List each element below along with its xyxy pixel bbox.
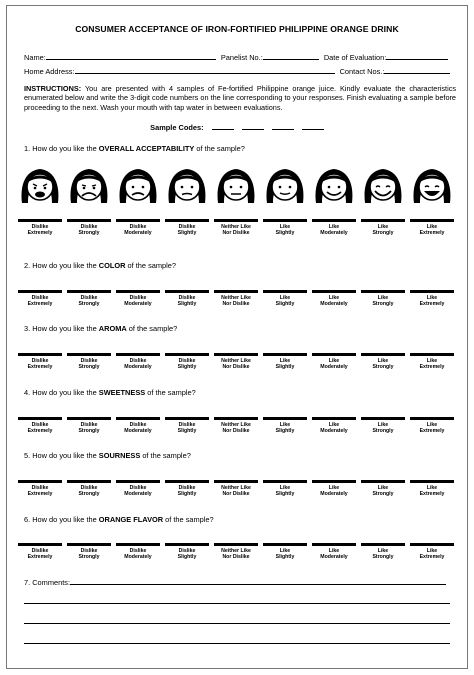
hedonic-faces (18, 163, 454, 207)
response-line[interactable] (361, 353, 405, 356)
scale-option[interactable] (312, 543, 356, 561)
scale-option[interactable] (410, 417, 454, 435)
scale-option-label: Like Extremely (419, 358, 445, 371)
response-line[interactable] (165, 290, 209, 293)
response-line[interactable] (18, 353, 62, 356)
response-line[interactable] (165, 353, 209, 356)
scale-option[interactable] (263, 290, 307, 308)
response-line[interactable] (312, 543, 356, 546)
scale-option-label: Like Moderately (320, 485, 348, 498)
scale-option[interactable] (312, 219, 356, 237)
sample-codes (0, 122, 474, 132)
scale-option-label: Dislike Slightly (177, 224, 197, 237)
scale-option[interactable] (312, 480, 356, 498)
question-5-prefix: 5. How do you like the (24, 451, 99, 460)
scale-option[interactable] (116, 417, 160, 435)
response-line[interactable] (410, 219, 454, 222)
scale-option-label: Dislike Strongly (78, 548, 100, 561)
name-field[interactable] (46, 52, 216, 60)
response-line[interactable] (263, 219, 307, 222)
scale-option[interactable] (165, 353, 209, 371)
question-2-attribute: COLOR (98, 261, 126, 270)
scale-option[interactable] (312, 353, 356, 371)
scale-option[interactable] (67, 543, 111, 561)
question-4 (24, 388, 196, 397)
scale-option-label: Dislike Strongly (78, 295, 100, 308)
question-3-prefix: 3. How do you like the (24, 324, 99, 333)
scale-option[interactable] (67, 290, 111, 308)
frowning-face-strong-icon (67, 163, 111, 207)
response-line[interactable] (67, 543, 111, 546)
scale-option-label: Like Slightly (275, 224, 295, 237)
scale-option[interactable] (361, 417, 405, 435)
scale-option-label: Like Strongly (372, 224, 394, 237)
scale-option[interactable] (410, 543, 454, 561)
response-line[interactable] (116, 353, 160, 356)
grinning-face-extreme-icon (410, 163, 454, 207)
scale-option-label: Dislike Extremely (27, 295, 53, 308)
frowning-face-moderate-icon (116, 163, 160, 207)
scale-option-label: Dislike Moderately (124, 295, 152, 308)
respondent-row-2 (24, 66, 450, 76)
comments-line-1[interactable] (70, 577, 446, 585)
scale-option-label: Dislike Extremely (27, 224, 53, 237)
instructions-label: INSTRUCTIONS: (24, 84, 82, 93)
scale-option-label: Dislike Strongly (78, 485, 100, 498)
panelist-label: Panelist No.: (220, 53, 263, 62)
scale-option-label: Like Moderately (320, 422, 348, 435)
scale-option[interactable] (18, 417, 62, 435)
scale-option-label: Dislike Moderately (124, 422, 152, 435)
question-6-attribute: ORANGE FLAVOR (98, 515, 164, 524)
panelist-field[interactable] (263, 52, 319, 60)
scale-option-label: Like Strongly (372, 422, 394, 435)
scale-option-label: Like Moderately (320, 295, 348, 308)
scale-option-label: Like Strongly (372, 485, 394, 498)
scale-option-label: Dislike Extremely (27, 358, 53, 371)
scale-option-label: Like Extremely (419, 224, 445, 237)
response-line[interactable] (361, 480, 405, 483)
scale-option-label: Dislike Extremely (27, 485, 53, 498)
rating-scale-6 (18, 543, 454, 569)
rating-scale-2 (18, 290, 454, 316)
response-line[interactable] (263, 417, 307, 420)
scale-option[interactable] (263, 480, 307, 498)
scale-option-label: Neither Like Nor Dislike (221, 548, 251, 561)
scale-option-label: Dislike Slightly (177, 358, 197, 371)
question-2 (24, 261, 176, 270)
scale-option[interactable] (263, 353, 307, 371)
response-line[interactable] (67, 353, 111, 356)
response-line[interactable] (18, 543, 62, 546)
respondent-row-1 (24, 52, 448, 62)
date-field[interactable] (386, 52, 448, 60)
response-line[interactable] (67, 480, 111, 483)
scale-option[interactable] (116, 353, 160, 371)
date-label: Date of Evaluation: (323, 53, 387, 62)
question-1-suffix: of the sample? (194, 144, 245, 153)
scale-option[interactable] (263, 417, 307, 435)
response-line[interactable] (263, 353, 307, 356)
response-line[interactable] (214, 353, 258, 356)
response-line[interactable] (214, 290, 258, 293)
scale-option[interactable] (18, 480, 62, 498)
scale-option-label: Like Extremely (419, 485, 445, 498)
scale-option-label: Like Moderately (320, 224, 348, 237)
scale-option[interactable] (18, 219, 62, 237)
scale-option[interactable] (18, 353, 62, 371)
scale-option-label: Like Strongly (372, 295, 394, 308)
response-line[interactable] (116, 543, 160, 546)
response-line[interactable] (410, 353, 454, 356)
rating-scale-4 (18, 417, 454, 443)
question-3-suffix: of the sample? (126, 324, 178, 333)
scale-option-label: Dislike Moderately (124, 224, 152, 237)
scale-option-label: Dislike Strongly (78, 358, 100, 371)
question-4-suffix: of the sample? (145, 388, 196, 397)
response-line[interactable] (214, 543, 258, 546)
response-line[interactable] (18, 219, 62, 222)
response-line[interactable] (18, 417, 62, 420)
response-line[interactable] (361, 219, 405, 222)
response-line[interactable] (214, 417, 258, 420)
response-line[interactable] (18, 290, 62, 293)
scale-option[interactable] (214, 480, 258, 498)
sample-code-blank-3[interactable] (272, 122, 294, 130)
scale-option-label: Like Slightly (275, 358, 295, 371)
response-line[interactable] (263, 480, 307, 483)
scale-option-label: Like Extremely (419, 295, 445, 308)
scale-option-label: Like Extremely (419, 548, 445, 561)
scale-option[interactable] (361, 219, 405, 237)
response-line[interactable] (312, 219, 356, 222)
scale-option[interactable] (312, 417, 356, 435)
sample-code-blank-1[interactable] (212, 122, 234, 130)
rating-scale-1 (18, 219, 454, 245)
form-title: CONSUMER ACCEPTANCE OF IRON-FORTIFIED PHILIPPINE ORANGE DRINK (75, 24, 399, 34)
response-line[interactable] (67, 219, 111, 222)
sample-codes-label: Sample Codes: (150, 123, 204, 132)
response-line[interactable] (410, 417, 454, 420)
smiling-face-strong-icon (361, 163, 405, 207)
question-6 (24, 515, 214, 524)
smiling-face-moderate-icon (312, 163, 356, 207)
address-field[interactable] (75, 66, 335, 74)
response-line[interactable] (18, 480, 62, 483)
response-line[interactable] (263, 290, 307, 293)
response-line[interactable] (214, 480, 258, 483)
instructions (24, 84, 456, 112)
name-label: Name: (24, 53, 46, 62)
scale-option-label: Dislike Strongly (78, 422, 100, 435)
response-line[interactable] (312, 417, 356, 420)
response-line[interactable] (214, 219, 258, 222)
scale-option[interactable] (214, 353, 258, 371)
comments-label: 7. Comments: (24, 578, 71, 587)
question-5-attribute: SOURNESS (98, 451, 141, 460)
address-label: Home Address: (24, 67, 75, 76)
response-line[interactable] (312, 480, 356, 483)
scale-option-label: Like Slightly (275, 485, 295, 498)
scale-option[interactable] (214, 290, 258, 308)
scale-option[interactable] (165, 480, 209, 498)
scale-option-label: Dislike Moderately (124, 485, 152, 498)
instructions-text: You are presented with 4 samples of Fe-fortified Philippine orange juice. Kindly evaluate the characteristics enumerated below and write the 3-digit code numbers on the line corresponding to your responses. Finish evaluating a sample before proceeding to the next. Wash your mouth with tap water in between evaluations. (24, 84, 456, 112)
question-2-prefix: 2. How do you like the (24, 261, 99, 270)
response-line[interactable] (116, 290, 160, 293)
smiling-face-slight-icon (263, 163, 307, 207)
scale-option-label: Neither Like Nor Dislike (221, 485, 251, 498)
scale-option[interactable] (410, 480, 454, 498)
scale-option-label: Dislike Slightly (177, 485, 197, 498)
scale-option[interactable] (165, 290, 209, 308)
scale-option[interactable] (67, 480, 111, 498)
scale-option-label: Neither Like Nor Dislike (221, 358, 251, 371)
scale-option-label: Neither Like Nor Dislike (221, 422, 251, 435)
response-line[interactable] (410, 290, 454, 293)
comments-row (24, 577, 446, 587)
scale-option[interactable] (165, 543, 209, 561)
response-line[interactable] (312, 290, 356, 293)
scale-option[interactable] (116, 290, 160, 308)
response-line[interactable] (165, 219, 209, 222)
scale-option[interactable] (116, 543, 160, 561)
scale-option[interactable] (263, 543, 307, 561)
response-line[interactable] (165, 417, 209, 420)
response-line[interactable] (67, 290, 111, 293)
response-line[interactable] (361, 290, 405, 293)
scale-option-label: Like Extremely (419, 422, 445, 435)
scale-option-label: Dislike Strongly (78, 224, 100, 237)
response-line[interactable] (116, 480, 160, 483)
scale-option[interactable] (410, 353, 454, 371)
scale-option-label: Like Moderately (320, 358, 348, 371)
response-line[interactable] (361, 543, 405, 546)
scale-option-label: Neither Like Nor Dislike (221, 295, 251, 308)
scale-option-label: Dislike Slightly (177, 548, 197, 561)
question-3 (24, 324, 177, 333)
question-4-prefix: 4. How do you like the (24, 388, 99, 397)
scale-option-label: Like Slightly (275, 548, 295, 561)
scale-option-label: Dislike Slightly (177, 295, 197, 308)
comments-line-4[interactable] (24, 643, 450, 644)
sample-code-blank-2[interactable] (242, 122, 264, 130)
scale-option[interactable] (361, 290, 405, 308)
comments-line-2[interactable] (24, 603, 450, 604)
scale-option[interactable] (361, 543, 405, 561)
scale-option[interactable] (361, 480, 405, 498)
scale-option[interactable] (214, 417, 258, 435)
response-line[interactable] (263, 543, 307, 546)
scale-option-label: Like Slightly (275, 422, 295, 435)
question-1-attribute: OVERALL ACCEPTABILITY (98, 144, 195, 153)
frowning-face-slight-icon (165, 163, 209, 207)
scale-option[interactable] (165, 219, 209, 237)
frowning-face-extreme-icon (18, 163, 62, 207)
response-line[interactable] (410, 543, 454, 546)
scale-option[interactable] (410, 219, 454, 237)
scale-option[interactable] (165, 417, 209, 435)
scale-option[interactable] (67, 417, 111, 435)
scale-option[interactable] (116, 219, 160, 237)
scale-option-label: Neither Like Nor Dislike (221, 224, 251, 237)
scale-option[interactable] (214, 543, 258, 561)
scale-option-label: Dislike Moderately (124, 358, 152, 371)
response-line[interactable] (116, 219, 160, 222)
scale-option-label: Dislike Slightly (177, 422, 197, 435)
response-line[interactable] (165, 543, 209, 546)
response-line[interactable] (312, 353, 356, 356)
scale-option[interactable] (67, 219, 111, 237)
comments-line-3[interactable] (24, 623, 450, 624)
scale-option-label: Like Strongly (372, 548, 394, 561)
neutral-face-icon (214, 163, 258, 207)
scale-option-label: Like Moderately (320, 548, 348, 561)
response-line[interactable] (67, 417, 111, 420)
scale-option-label: Dislike Extremely (27, 422, 53, 435)
rating-scale-3 (18, 353, 454, 379)
response-line[interactable] (116, 417, 160, 420)
response-line[interactable] (165, 480, 209, 483)
response-line[interactable] (410, 480, 454, 483)
sample-code-blank-4[interactable] (302, 122, 324, 130)
question-2-suffix: of the sample? (125, 261, 177, 270)
scale-option[interactable] (214, 219, 258, 237)
scale-option[interactable] (410, 290, 454, 308)
scale-option[interactable] (312, 290, 356, 308)
question-1 (24, 144, 245, 153)
contact-field[interactable] (384, 66, 450, 74)
scale-option[interactable] (18, 543, 62, 561)
scale-option-label: Like Slightly (275, 295, 295, 308)
question-6-prefix: 6. How do you like the (24, 515, 99, 524)
question-6-suffix: of the sample? (163, 515, 214, 524)
rating-scale-5 (18, 480, 454, 506)
contact-label: Contact Nos.: (339, 67, 385, 76)
question-1-prefix: 1. How do you like the (24, 144, 99, 153)
scale-option[interactable] (18, 290, 62, 308)
response-line[interactable] (361, 417, 405, 420)
question-3-attribute: AROMA (98, 324, 127, 333)
scale-option-label: Dislike Extremely (27, 548, 53, 561)
scale-option[interactable] (67, 353, 111, 371)
scale-option[interactable] (263, 219, 307, 237)
scale-option[interactable] (116, 480, 160, 498)
scale-option[interactable] (361, 353, 405, 371)
question-5-suffix: of the sample? (140, 451, 191, 460)
scale-option-label: Dislike Moderately (124, 548, 152, 561)
question-4-attribute: SWEETNESS (98, 388, 146, 397)
scale-option-label: Like Strongly (372, 358, 394, 371)
question-5 (24, 451, 191, 460)
